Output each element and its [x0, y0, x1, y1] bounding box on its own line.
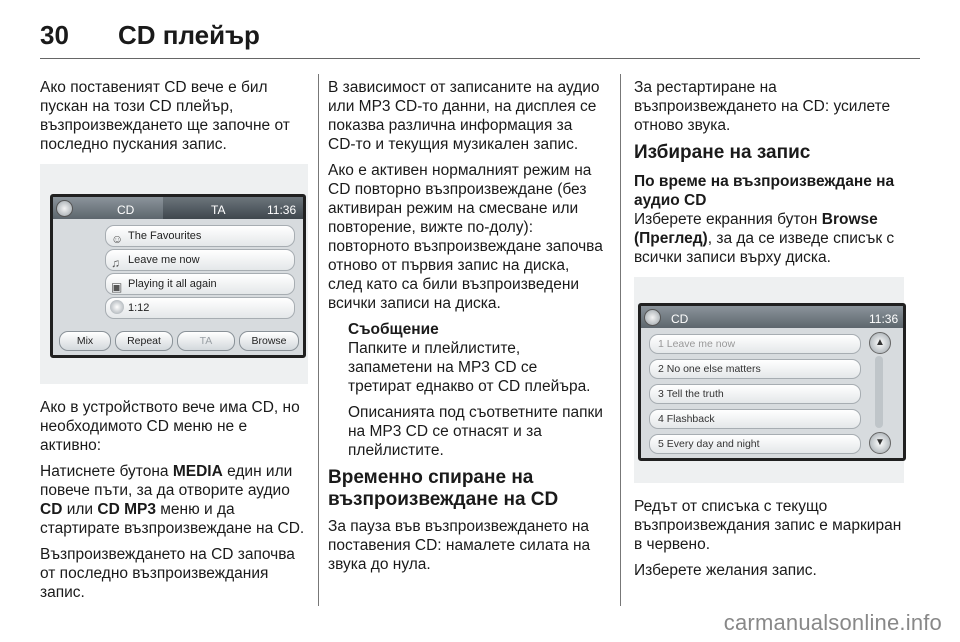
list-item: ♫ Leave me now: [105, 249, 295, 271]
paragraph: Изберете екранния бутон Browse (Преглед), за да се изведе списък с всички записи върху диска.: [634, 211, 895, 266]
page-header: [40, 14, 920, 54]
page-number: 30: [40, 20, 69, 50]
track-row[interactable]: 1 Leave me now: [649, 334, 861, 354]
ta-label: TA: [211, 203, 226, 217]
column-2: [328, 78, 604, 581]
track-row[interactable]: 3 Tell the truth: [649, 384, 861, 404]
track-list: [649, 334, 861, 459]
scroll-up-icon[interactable]: ▲: [869, 332, 891, 354]
note-box: [348, 320, 604, 460]
cd-screen-illustration: [40, 164, 308, 384]
list-item: ☺ The Favourites: [105, 225, 295, 247]
column-1: [40, 78, 308, 609]
watermark: carmanualsonline.info: [723, 610, 942, 635]
scroll-track[interactable]: [875, 356, 883, 428]
note-paragraph: Описанията под съответните папки на MP3 CD се отнасят и за плейлистите.: [348, 404, 603, 459]
section-heading: Избиране на запис: [634, 142, 811, 163]
artist-icon: ☺: [111, 232, 124, 246]
music-note-icon: ♫: [111, 256, 120, 270]
track-info-list: [105, 225, 295, 321]
source-label: CD: [671, 312, 689, 326]
column-3: [634, 78, 910, 587]
browse-button[interactable]: Browse: [239, 331, 299, 351]
back-button[interactable]: [56, 200, 73, 217]
paragraph: Изберете желания запис.: [634, 562, 817, 579]
paragraph: Натиснете бутона MEDIA един или повече пъти, за да отворите аудио CD или CD MP3 меню и да стартирате възпроизвеждане на CD.: [40, 463, 305, 537]
track-row[interactable]: 2 No one else matters: [649, 359, 861, 379]
track-row[interactable]: 4 Flashback: [649, 409, 861, 429]
track-row[interactable]: 5 Every day and night: [649, 434, 861, 454]
page-title: CD плейър: [118, 20, 260, 50]
section-heading: Временно спиране на възпроизвеждане на CD: [328, 467, 559, 510]
paragraph: Ако поставеният CD вече е бил пускан на този CD плейър, възпроизвеждането ще започне от последно пускания запис.: [40, 79, 290, 153]
paragraph: Възпроизвеждането на CD започва от последно възпроизвеждания запис.: [40, 546, 295, 601]
display-top-bar: [641, 306, 903, 328]
track-list-illustration: [634, 277, 904, 483]
button-bar: [59, 331, 299, 351]
paragraph: За рестартиране на възпроизвеждането на CD: усилете отново звука.: [634, 79, 891, 134]
clock-label: 11:36: [869, 312, 899, 326]
disc-icon: [110, 300, 124, 314]
cd-display: [638, 303, 906, 461]
scrollbar[interactable]: [867, 332, 891, 454]
note-title: Съобщение: [348, 321, 439, 338]
list-item: ▣ Playing it all again: [105, 273, 295, 295]
repeat-button[interactable]: Repeat: [115, 331, 173, 351]
ta-button[interactable]: TA: [177, 331, 235, 351]
paragraph: Редът от списъка с текущо възпроизвеждания запис е маркиран в червено.: [634, 498, 902, 553]
paragraph: Ако в устройството вече има CD, но необходимото CD меню не е активно:: [40, 399, 300, 454]
column-divider: [318, 74, 319, 606]
source-label: CD: [117, 203, 135, 217]
clock-label: 11:36: [267, 203, 297, 217]
paragraph: В зависимост от записаните на аудио или MP3 CD-то данни, на дисплея се показва различна информация за CD-то и текущия музикален запис.: [328, 79, 600, 153]
cd-display: [50, 194, 306, 358]
header-rule: [40, 58, 920, 59]
column-divider: [620, 74, 621, 606]
display-top-bar: [53, 197, 303, 219]
paragraph: За пауза във възпроизвеждането на поставения CD: намалете силата на звука до нула.: [328, 518, 591, 573]
sub-heading: По време на възпроизвеждане на аудио CD: [634, 173, 895, 209]
paragraph: Ако е активен нормалният режим на CD повторно възпроизвеждане (без активиран режим на смесване или повторение, вижте по-долу): повторното възпроизвеждане започва отново от първия запис на диска, след като са били възпроизведени всички записи на диска.: [328, 162, 603, 312]
scroll-down-icon[interactable]: ▼: [869, 432, 891, 454]
list-item: 1:12: [105, 297, 295, 319]
mix-button[interactable]: Mix: [59, 331, 111, 351]
note-paragraph: Папките и плейлистите, запаметени на MP3 CD се третират еднакво от CD плейъра.: [348, 340, 591, 395]
back-button[interactable]: [644, 309, 661, 326]
album-icon: ▣: [111, 280, 123, 294]
